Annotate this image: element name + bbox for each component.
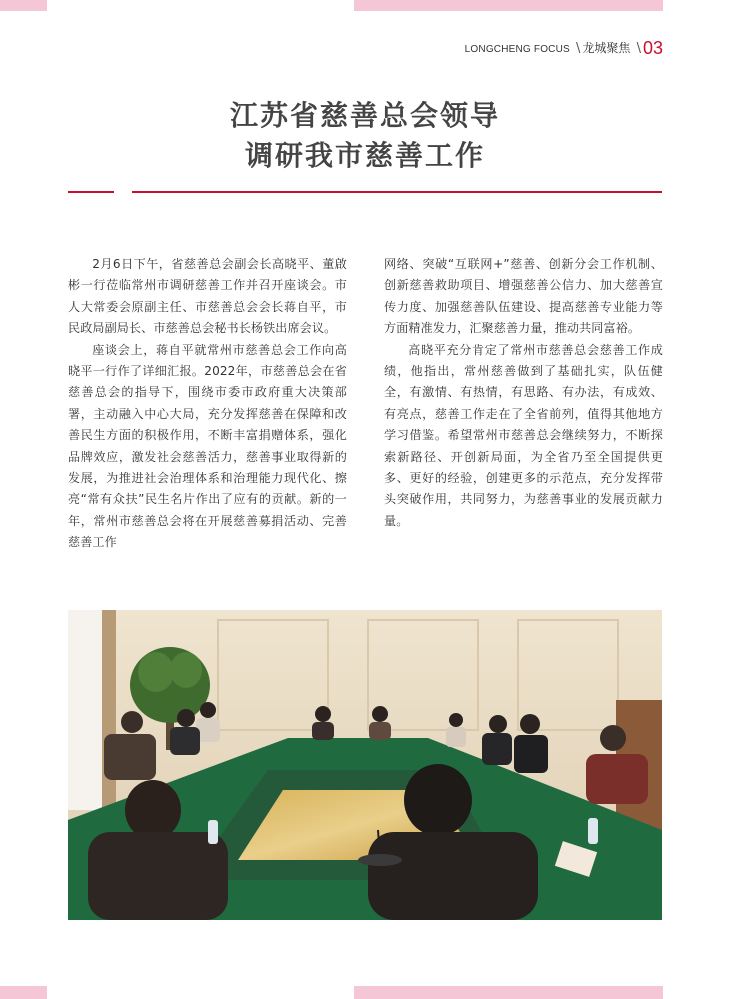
top-left-pink-bar bbox=[0, 0, 47, 11]
article-title bbox=[68, 96, 662, 176]
body-column-left bbox=[68, 254, 347, 554]
bottom-right-pink-bar bbox=[354, 986, 663, 999]
top-right-pink-bar bbox=[354, 0, 663, 11]
title-line-1: 江苏省慈善总会领导 bbox=[229, 99, 500, 132]
header-separator: \ bbox=[576, 41, 581, 56]
page-number: 03 bbox=[642, 38, 663, 58]
paragraph: 2月6日下午，省慈善总会副会长高晓平、董啟彬一行莅临常州市调研慈善工作并召开座谈会。市人大常委会原副主任、市慈善总会会长蒋自平，市民政局副局长、市慈善总会秘书长杨铁出席会议。 bbox=[68, 257, 347, 336]
body-column-right bbox=[384, 254, 663, 532]
paragraph: 高晓平充分肯定了常州市慈善总会慈善工作成绩，他指出，常州慈善做到了基础扎实，队伍健全，有激情、有热情，有思路、有办法，有成效、有亮点，慈善工作走在了全省前列，值得其他地方学习借鉴。希望常州市慈善总会继续努力，不断探索新路径、开创新局面，为全省乃至全国提供更多、更好的经验，创建更多的示范点，充分发挥带头突破作用，共同努力，为慈善事业的发展贡献力量。 bbox=[384, 342, 663, 528]
section-chinese-label: 龙城聚焦 bbox=[582, 41, 631, 55]
title-rule-long bbox=[132, 191, 662, 193]
bottom-left-pink-bar bbox=[0, 986, 47, 999]
section-english-label: LONGCHENG FOCUS bbox=[464, 44, 570, 55]
paragraph-continued: 网络、突破“互联网+”慈善、创新分会工作机制、创新慈善救助项目、增强慈善公信力、加大慈善宣传力度、加强慈善队伍建设、提高慈善专业能力等方面精准发力，汇聚慈善力量，推动共同富裕。 bbox=[384, 257, 663, 336]
meeting-photo-illustration bbox=[68, 610, 662, 920]
header-separator: \ bbox=[636, 41, 641, 56]
paragraph: 座谈会上，蒋自平就常州市慈善总会工作向高晓平一行作了详细汇报。2022年，市慈善总会在省慈善总会的指导下，围绕市委市政府重大决策部署，主动融入中心大局，充分发挥慈善在保障和改善民生方面的积极作用，不断丰富捐赠体系，强化品牌效应，激发社会慈善活力，慈善事业取得新的发展，为推进社会治理体系和治理能力现代化、擦亮“常有众扶”民生名片作出了应有的贡献。新的一年，常州市慈善总会将在开展慈善募捐活动、完善慈善工作 bbox=[68, 342, 347, 550]
title-line-2: 调研我市慈善工作 bbox=[244, 139, 485, 172]
meeting-photo bbox=[68, 610, 662, 920]
running-header bbox=[465, 38, 663, 59]
title-rule-short bbox=[68, 191, 114, 193]
